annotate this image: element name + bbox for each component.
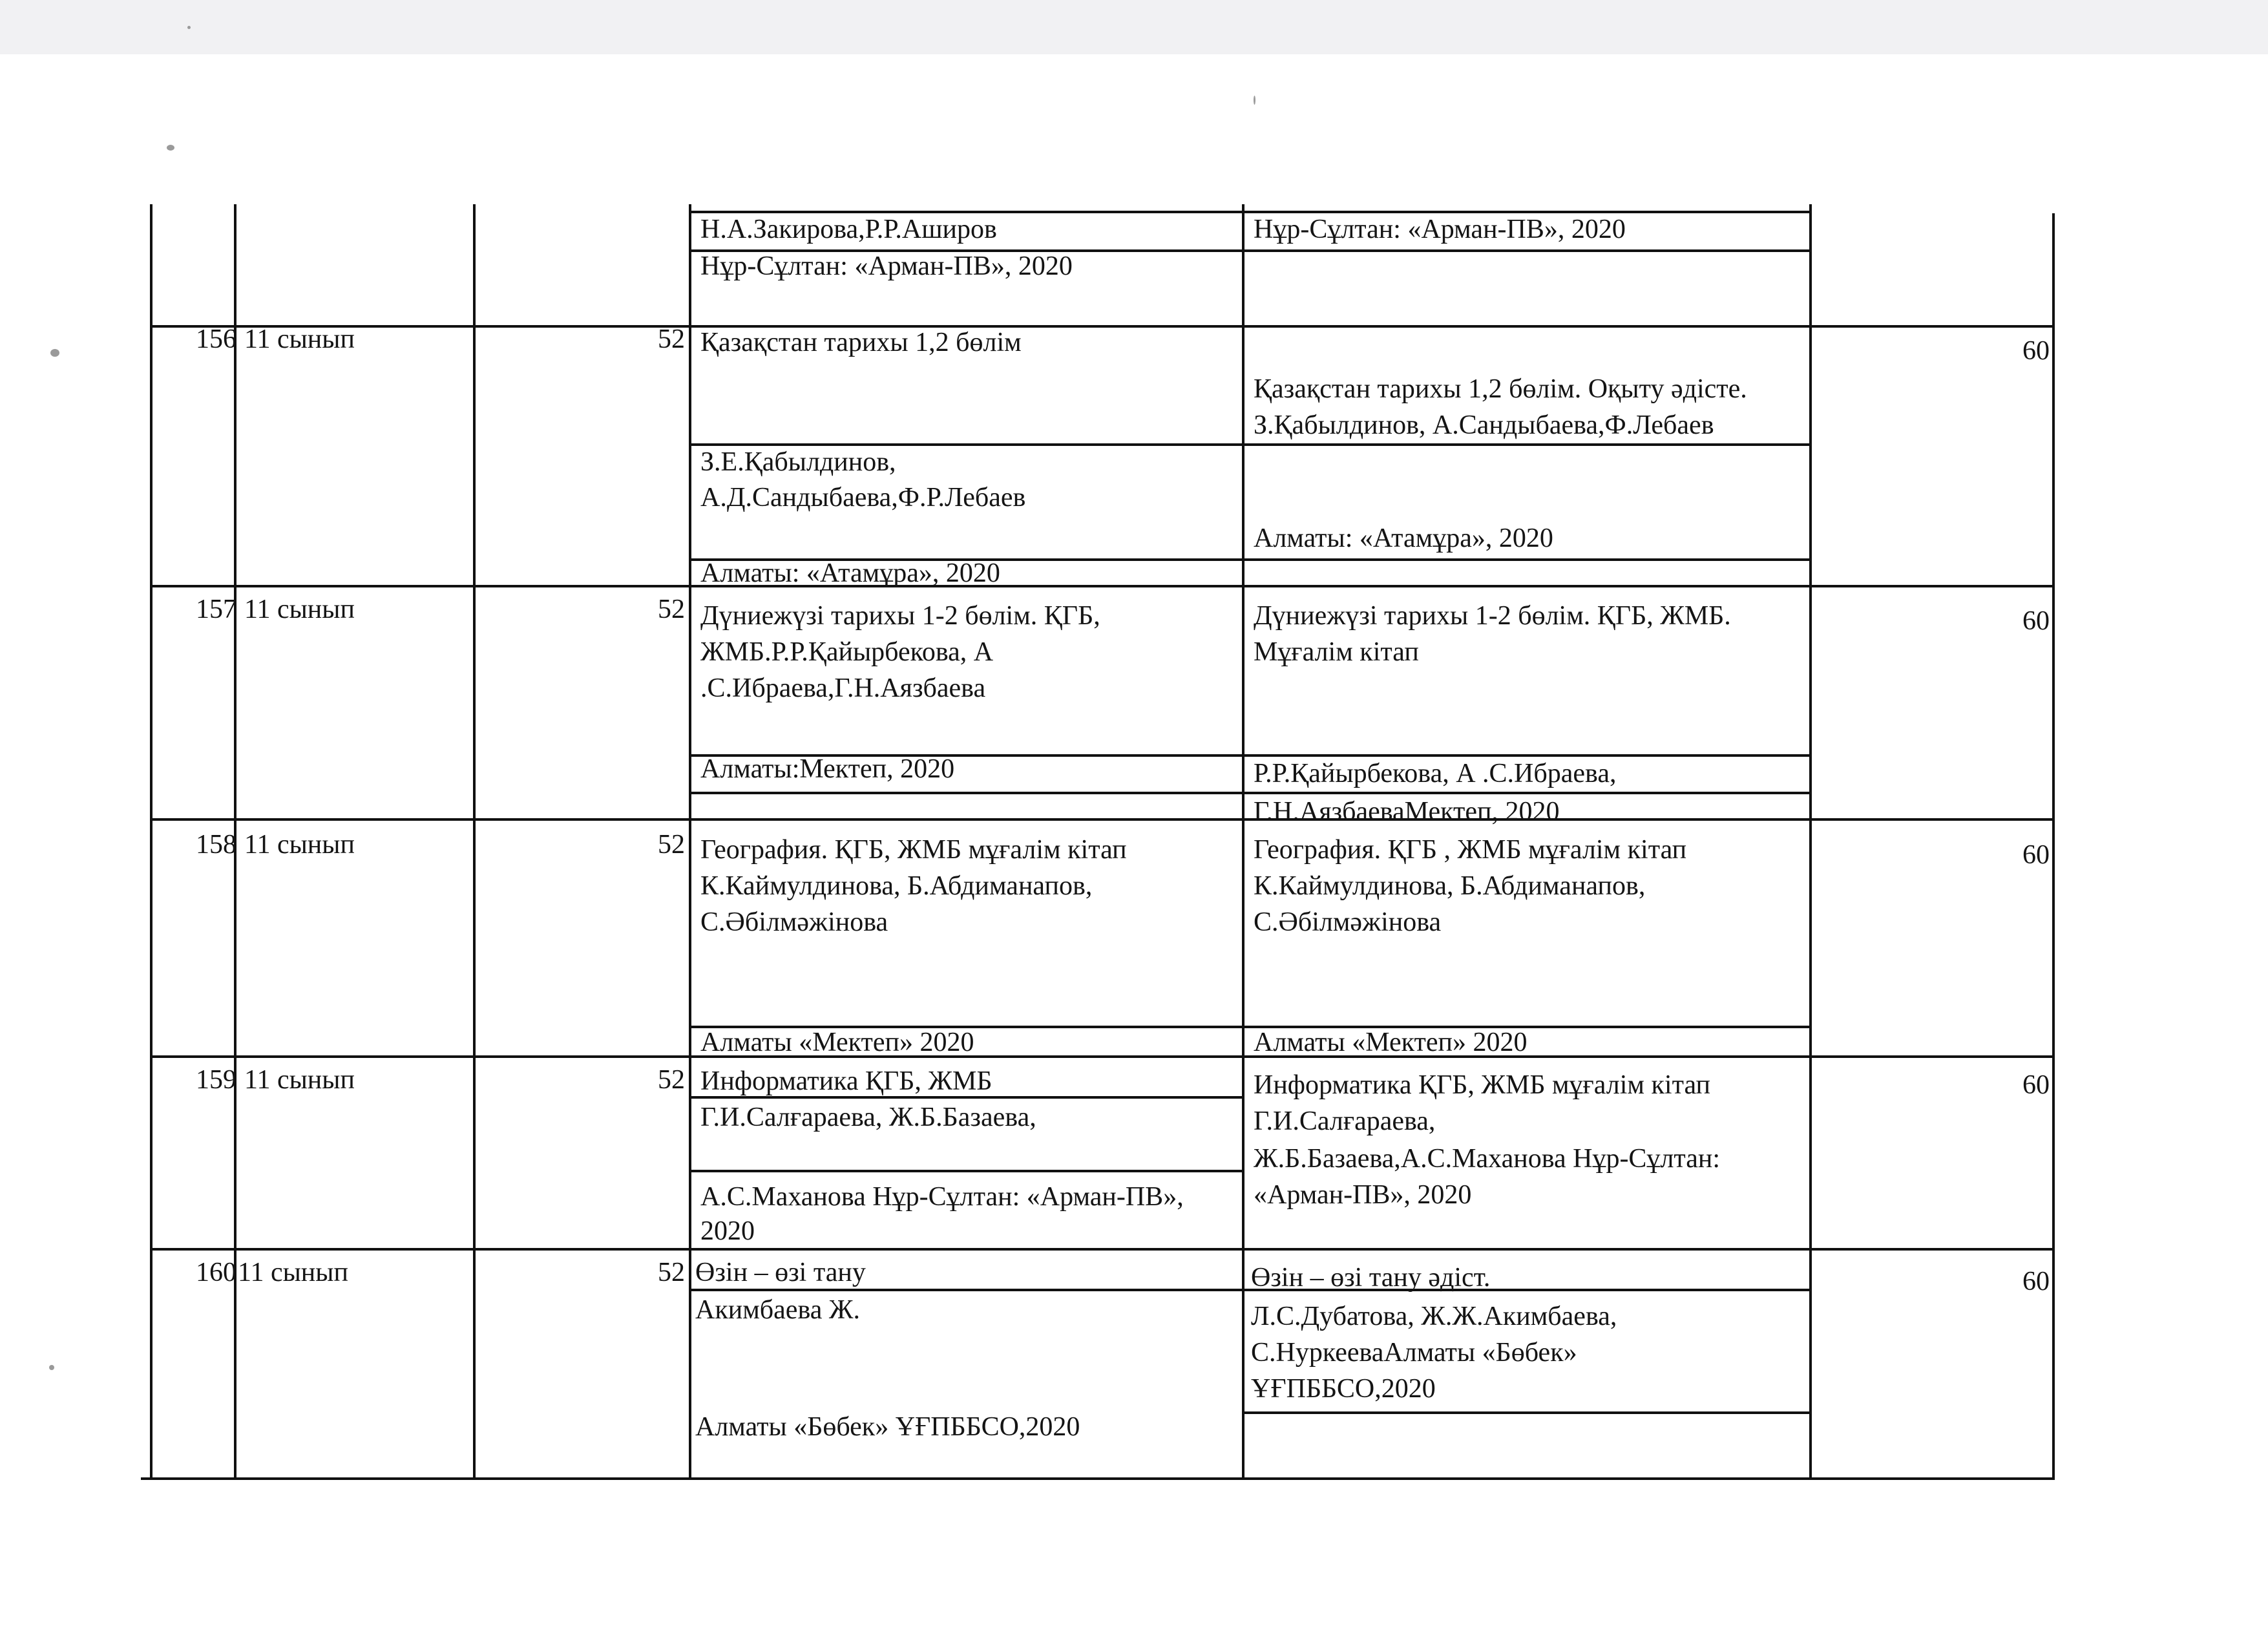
table-border <box>150 818 2053 821</box>
hours-value: 52 <box>658 1258 685 1287</box>
textbook-line: Информатика ҚГБ, ЖМБ <box>700 1066 992 1096</box>
teacher-book-line: Р.Р.Қайырбекова, А .С.Ибраева, <box>1254 759 1617 788</box>
textbook-line: Г.И.Салғараева, Ж.Б.Базаева, <box>700 1103 1036 1132</box>
textbook-line: З.Е.Қабылдинов, <box>700 447 896 477</box>
table-border <box>689 204 691 1480</box>
table-border <box>150 1248 2053 1251</box>
teacher-book-line: Мұғалім кітап <box>1254 637 1419 667</box>
teacher-book-line: Алматы «Мектеп» 2020 <box>1254 1028 1528 1057</box>
row-number: 159 <box>196 1065 236 1095</box>
textbook-line: ЖМБ.Р.Р.Қайырбекова, А <box>700 637 994 667</box>
grade-label: 11 сынып <box>244 1065 355 1095</box>
quantity-value: 60 <box>2022 1267 2050 1296</box>
row-number: 160 <box>196 1258 236 1287</box>
table-border <box>150 325 2053 328</box>
row-number: 156 <box>196 324 236 354</box>
textbook-line: Алматы: «Атамұра», 2020 <box>700 558 1000 588</box>
textbook-line: К.Каймулдинова, Б.Абдиманапов, <box>700 871 1093 901</box>
textbook-line: 2020 <box>700 1216 755 1246</box>
textbook-line: С.Әбілмәжінова <box>700 907 888 937</box>
grade-label: 11 сынып <box>238 1258 348 1287</box>
textbook-line: А.С.Маханова Нұр-Сұлтан: «Арман-ПВ», <box>700 1182 1184 1212</box>
teacher-book-line: З.Қабылдинов, А.Сандыбаева,Ф.Лебаев <box>1254 410 1714 440</box>
hours-value: 52 <box>658 595 685 624</box>
textbook-line: Өзін – өзі тану <box>695 1258 866 1287</box>
teacher-book-line: «Арман-ПВ», 2020 <box>1254 1180 1472 1210</box>
quantity-value: 60 <box>2022 606 2050 636</box>
cell-border <box>691 792 1812 794</box>
cell-border <box>1244 1411 1812 1414</box>
teacher-book-line: Нұр-Сұлтан: «Арман-ПВ», 2020 <box>1254 215 1626 244</box>
teacher-book-line: Қазақстан тарихы 1,2 бөлім. Оқыту әдісте. <box>1254 374 1747 404</box>
quantity-value: 60 <box>2022 840 2050 870</box>
teacher-book-line: ҰҒПББСО,2020 <box>1251 1374 1436 1404</box>
textbook-line: География. ҚГБ, ЖМБ мұғалім кітап <box>700 835 1127 865</box>
textbook-line: Алматы:Мектеп, 2020 <box>700 754 955 784</box>
textbook-line: Н.А.Закирова,Р.Р.Аширов <box>700 215 997 244</box>
teacher-book-line: Өзін – өзі тану әдіст. <box>1251 1263 1491 1293</box>
table-border <box>141 1477 2053 1480</box>
table-border <box>150 585 2053 587</box>
teacher-book-line: С.Әбілмәжінова <box>1254 907 1442 937</box>
grade-label: 11 сынып <box>244 830 355 860</box>
table-border <box>150 1055 2053 1058</box>
textbook-line: Алматы «Мектеп» 2020 <box>700 1028 974 1057</box>
teacher-book-line: Ж.Б.Базаева,А.С.Маханова Нұр-Сұлтан: <box>1254 1144 1721 1174</box>
cell-border <box>691 1170 1244 1172</box>
teacher-book-line: Алматы: «Атамұра», 2020 <box>1254 523 1553 553</box>
textbook-line: Алматы «Бөбек» ҰҒПББСО,2020 <box>695 1412 1080 1442</box>
textbook-line: Нұр-Сұлтан: «Арман-ПВ», 2020 <box>700 251 1073 281</box>
teacher-book-line: География. ҚГБ , ЖМБ мұғалім кітап <box>1254 835 1687 865</box>
teacher-book-line: Г.И.Салғараева, <box>1254 1106 1436 1136</box>
textbook-line: А.Д.Сандыбаева,Ф.Р.Лебаев <box>700 483 1026 512</box>
table-border <box>2052 213 2055 1480</box>
grade-label: 11 сынып <box>244 595 355 624</box>
textbook-line: Акимбаева Ж. <box>695 1295 860 1325</box>
textbook-line: .С.Ибраева,Г.Н.Аязбаева <box>700 673 986 703</box>
teacher-book-line: Дүниежүзі тарихы 1-2 бөлім. ҚГБ, ЖМБ. <box>1254 601 1731 631</box>
teacher-book-line: К.Каймулдинова, Б.Абдиманапов, <box>1254 871 1646 901</box>
quantity-value: 60 <box>2022 1070 2050 1100</box>
quantity-value: 60 <box>2022 336 2050 366</box>
row-number: 158 <box>196 830 236 860</box>
row-number: 157 <box>196 595 236 624</box>
teacher-book-line: Информатика ҚГБ, ЖМБ мұғалім кітап <box>1254 1070 1711 1100</box>
grade-label: 11 сынып <box>244 324 355 354</box>
teacher-book-line: Г.Н.АязбаеваМектеп, 2020 <box>1254 797 1560 827</box>
hours-value: 52 <box>658 324 685 354</box>
teacher-book-line: С.НуркееваАлматы «Бөбек» <box>1251 1338 1577 1368</box>
teacher-book-line: Л.С.Дубатова, Ж.Ж.Акимбаева, <box>1251 1302 1617 1331</box>
hours-value: 52 <box>658 1065 685 1095</box>
textbook-line: Қазақстан тарихы 1,2 бөлім <box>700 328 1022 357</box>
table-border <box>1242 204 1244 1480</box>
hours-value: 52 <box>658 830 685 860</box>
textbook-line: Дүниежүзі тарихы 1-2 бөлім. ҚГБ, <box>700 601 1100 631</box>
